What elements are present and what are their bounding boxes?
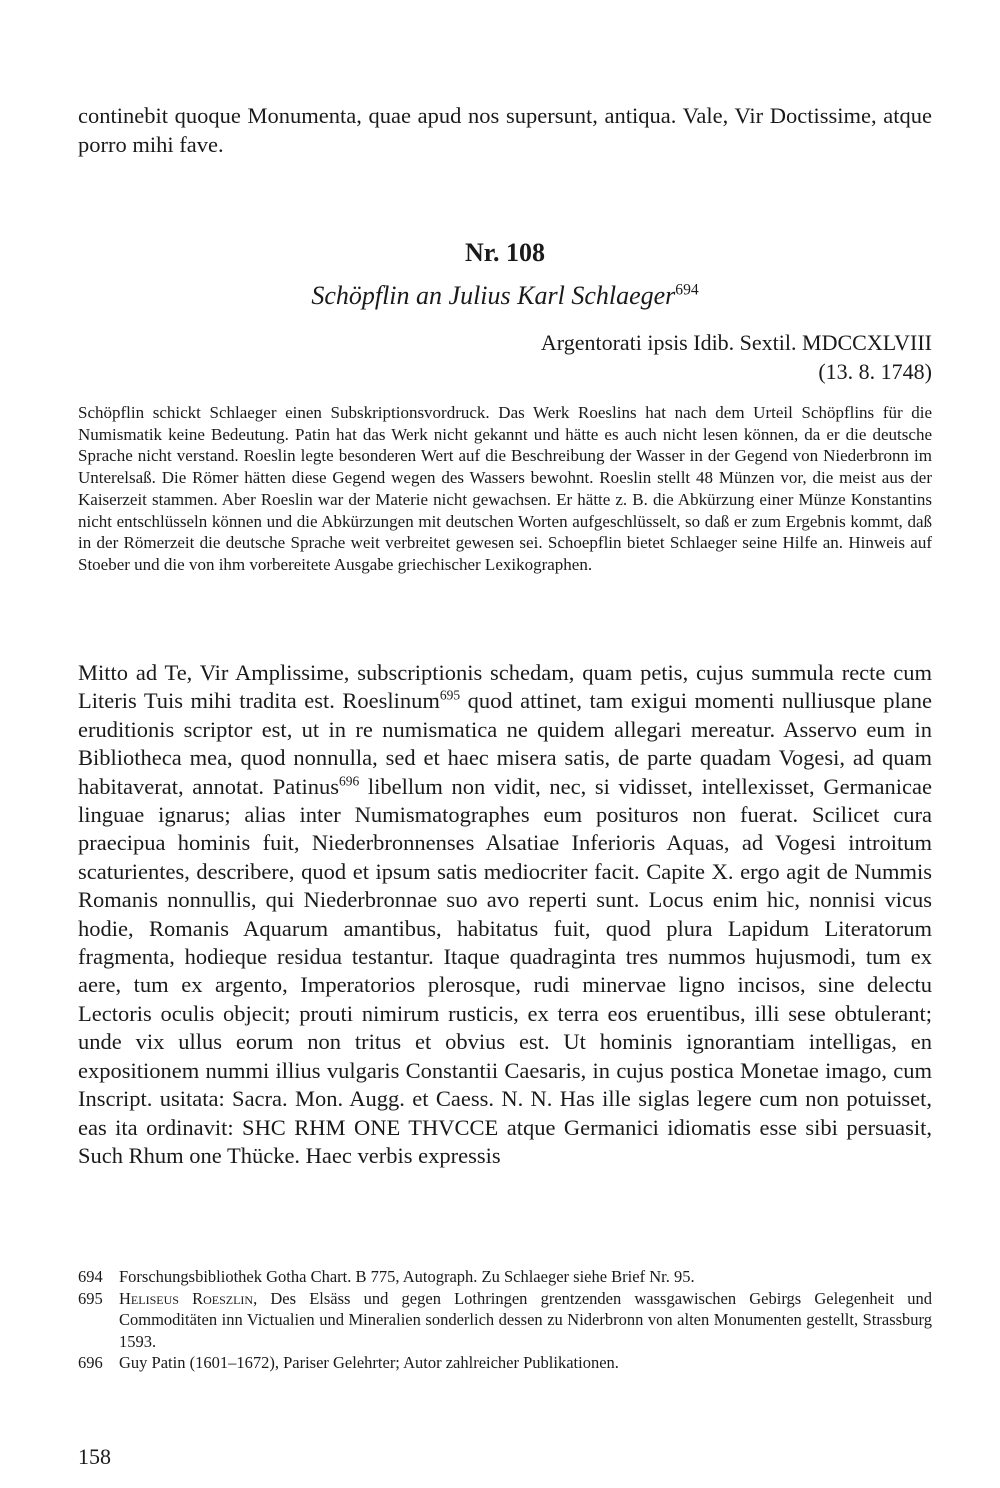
footnote-696 (78, 1352, 932, 1374)
footnote-ref-695: 695 (439, 687, 461, 703)
continued-letter-text: continebit quoque Monumenta, quae apud nos supersunt, antiqua. Vale, Vir Doctissime, atque porro mihi fave. (78, 103, 932, 157)
letter-title-text: Schöpflin an Julius Karl Schlaeger (311, 281, 676, 310)
date-numeric: (13. 8. 1748) (818, 359, 932, 384)
footnote-author-name: Heliseus Roeszlin (119, 1288, 254, 1308)
letter-body (78, 659, 932, 1170)
footnote-694 (78, 1266, 932, 1288)
footnote-number: 695 (78, 1288, 103, 1308)
page-number: 158 (78, 1444, 111, 1469)
footnote-ref-696: 696 (338, 773, 360, 789)
letter-dateline (78, 328, 932, 386)
letter-title (78, 280, 932, 312)
letter-number-heading: Nr. 108 (465, 238, 545, 267)
footnote-number: 696 (78, 1353, 103, 1372)
footnote-text: , Des Elsäss und gegen Lothringen grentzenden wassgawischen Gebirgs Gelegenheit und Commoditäten inn Victualien und Mineralien sonderlich dessen zu Niderbronn von alten Monumenten gestellt, Strassburg 1593. (119, 1288, 933, 1351)
body-part-2: quod attinet, tam exigui momenti nulliusque plane eruditionis scriptor est, ut in re numismatica ne quidem allegari mereatur. Asservo eum in Bibliotheca mea, quod nonnulla, sed et haec misera satis, de parte quadam Vogesi, ad quam habitaverat, annotat. Patinus (78, 688, 933, 799)
date-latin: Argentorati ipsis Idib. Sextil. MDCCXLVIII (540, 330, 932, 355)
book-page (78, 0, 932, 1488)
footnote-695 (78, 1288, 932, 1353)
footnote-text: Forschungsbibliothek Gotha Chart. B 775, Autograph. Zu Schlaeger siehe Brief Nr. 95. (119, 1267, 695, 1286)
body-part-1: Mitto ad Te, Vir Amplissime, subscriptionis schedam, quam petis, cujus summula recte cum Literis Tuis mihi tradita est. Roeslinum (78, 660, 932, 714)
footnote-number: 694 (78, 1267, 103, 1286)
footnote-text: Guy Patin (1601–1672), Pariser Gelehrter; Autor zahlreicher Publikationen. (119, 1353, 619, 1372)
footnotes (78, 1266, 932, 1374)
footnote-ref-694: 694 (675, 281, 699, 299)
letter-abstract: Schöpflin schickt Schlaeger einen Subskriptionsvordruck. Das Werk Roeslins hat nach dem Urteil Schöpflins für die Numismatik keine Bedeutung. Patin hat das Werk nicht gekannt und hätte es auch nicht lesen können, da er die deutsche Sprache nicht verstand. Roeslin legte besonderen Wert auf die Beschreibung der Wasser in der Gegend von Niederbronn im Unterelsaß. Die Römer hätten diese Gegend wegen des Wassers bewohnt. Roeslin stellt 48 Münzen vor, die meist aus der Kaiserzeit stammen. Aber Roeslin war der Materie nicht gewachsen. Er hätte z. B. die Abkürzung einer Münze Konstantins nicht entschlüsseln können und die Abkürzungen mit deutschen Worten aufgeschlüsselt, so daß er zum Ergebnis kommt, daß in der Römerzeit die deutsche Sprache weit verbreitet gewesen sei. Schoepflin bietet Schlaeger seine Hilfe an. Hinweis auf Stoeber und die von ihm vorbereitete Ausgabe griechischer Lexikographen. (78, 403, 932, 574)
body-part-3: libellum non vidit, nec, si vidisset, intellexisset, Germanicae linguae ignarus; alias inter Numismatographes eum posituros non fuerat. Scilicet cura praecipua hominis fuit, Niederbronnenses Alsatiae Inferioris Aquas, ad Vogesi introitum scaturientes, describere, quod et ipsum satis mediocriter facit. Capite X. ergo agit de Nummis Romanis nonnullis, qui Niederbronnae suo avo reperti sunt. Locus enim hic, nonnisi vicus hodie, Romanis Aquarum amantibus, habitatus fuit, quod plura Lapidum Literatorum fragmenta, hodieque residua testantur. Itaque quadraginta tres nummos hujusmodi, tum ex aere, tum ex argento, Imperatorios plerosque, rudi minervae ligno incisos, sine delectu Lectoris oculis objecit; prouti nimirum rusticis, ex terra eos eruentibus, illi sese obtulerant; unde vix ullus eorum non tritus et obvius est. Ut hominis ignorantiam intelligas, en expositionem nummi illius vulgaris Constantii Caesaris, in cujus postica Monetae imago, cum Inscript. usitata: Sacra. Mon. Augg. et Caess. N. N. Has ille siglas legere cum non potuisset, eas ita ordinavit: SHC RHM ONE THVCCE atque Germanici idiomatis esse sibi persuasit, Such Rhum one Thücke. Haec verbis expressis (78, 773, 932, 1168)
